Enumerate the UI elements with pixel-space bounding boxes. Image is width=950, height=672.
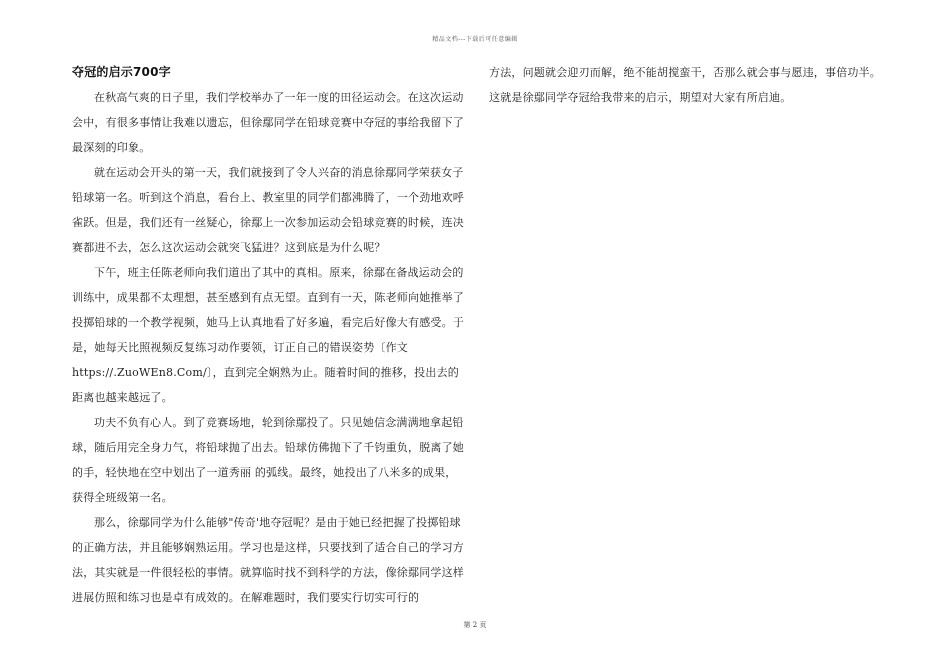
paragraph: 下午，班主任陈老师向我们道出了其中的真相。原来，徐鄢在备战运动会的训练中，成果都不太理想，甚至感到有点无望。直到有一天，陈老师向她推举了投掷铅球的一个教学视频，她马上认真地看了好多遍，看完后好像大有感受。于是，她每天比照视频反复练习动作要领，订正自己的错误姿势〔作文https://.ZuoWEn8.Com/〕，直到完全娴熟为止。随着时间的推移，投出去的距离也越来越远了。 [72, 266, 464, 404]
paragraph: 那么，徐鄢同学为什么能够"传奇'地夺冠呢？是由于她已经把握了投掷铅球的正确方法，并且能够娴熟运用。学习也是这样，只要找到了适合自己的学习方法，其实就是一件很轻松的事情。就算临时找不到科学的方法，像徐鄢同学这样进展仿照和练习也是卓有成效的。在解难题时，我们要实行切实可行的 [72, 516, 464, 604]
paragraph: 就在运动会开头的第一天，我们就接到了令人兴奋的消息徐鄢同学荣获女子铅球第一名。听到这个消息，看台上、教室里的同学们都沸腾了，一个劲地欢呼雀跃。但是，我们还有一丝疑心，徐鄢上一次参加运动会铅球竞赛的时候，连决赛都进不去，怎么这次运动会就突飞猛进？这到底是为什么呢？ [72, 166, 464, 254]
page-number: 第 2 页 [463, 621, 487, 629]
right-column [489, 60, 884, 110]
paragraph: 在秋高气爽的日子里，我们学校举办了一年一度的田径运动会。在这次运动会中，有很多事情让我难以遗忘，但徐鄢同学在铅球竞赛中夺冠的事给我留下了最深刻的印象。 [72, 91, 464, 154]
left-column [72, 60, 467, 610]
essay-title: 夺冠的启示700字 [72, 65, 171, 79]
paragraph-continued: 方法，问题就会迎刃而解，绝不能胡搅蛮干，否那么就会事与愿违，事倍功半。这就是徐鄢同学夺冠给我带来的启示，期望对大家有所启迪。 [489, 66, 881, 104]
page-header: 精品文档---下载后可任意编辑 [432, 36, 518, 43]
paragraph: 功夫不负有心人。到了竞赛场地，轮到徐鄢投了。只见她信念满满地拿起铅球，随后用完全身力气，将铅球抛了出去。铅球仿佛抛下了千钧重负，脱离了她的手，轻快地在空中划出了一道秀丽 的弧线。最终，她投出了八米多的成果，获得全班级第一名。 [72, 416, 464, 504]
